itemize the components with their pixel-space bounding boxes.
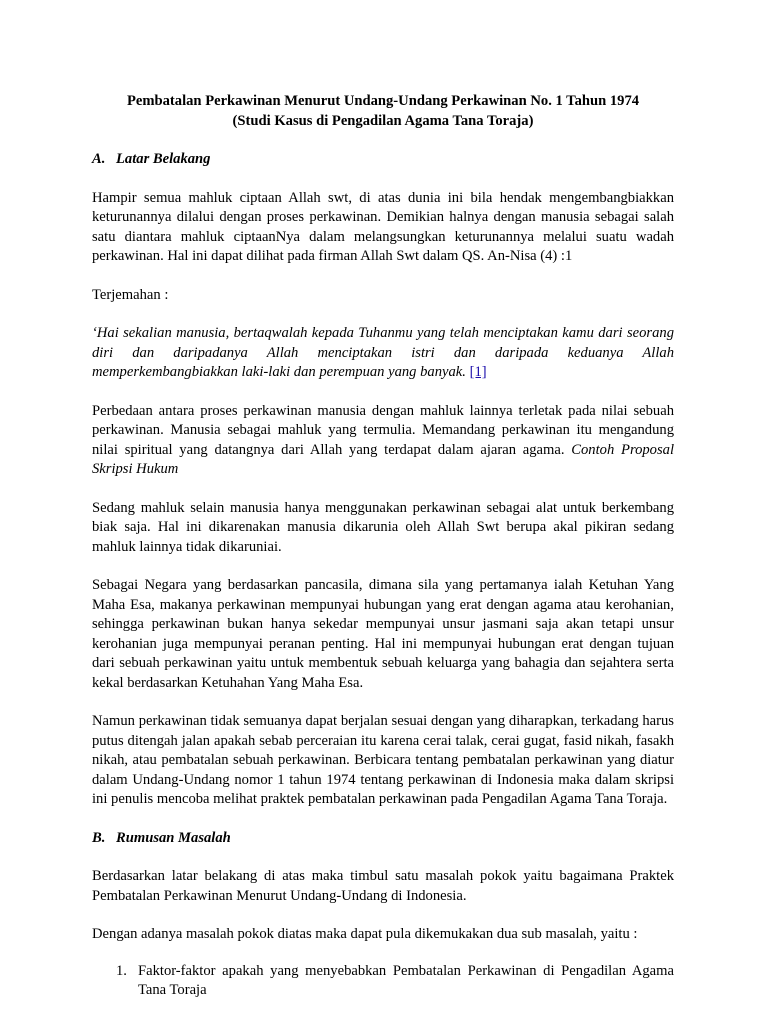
paragraph-4: Sebagai Negara yang berdasarkan pancasila, dimana sila yang pertamanya ialah Ketuhan Yang Maha Esa, makanya perkawinan mempunyai hubungan yang erat dengan agama atau kerohanian, sehingga perkawinan bukan hanya sekedar mempunyai unsur jasmani saja akan tetapi unsur kerohanian juga mempunyai peranan penting. Hal ini mempunyai hubungan erat dengan tujuan dari sebuah perkawinan yaitu untuk membentuk sebuah keluarga yang bahagia dan sejahtera serta kekal berdasarkan Ketuhahan Yang Maha Esa.: [92, 577, 674, 691]
paragraph-2-italic: Contoh Proposal Skripsi Hukum: [92, 441, 674, 477]
translation-label: Terjemahan :: [92, 286, 169, 303]
section-a-number: A.: [92, 151, 106, 167]
section-a-heading: [92, 150, 674, 170]
title-line-1: Pembatalan Perkawinan Menurut Undang-Undang Perkawinan No. 1 Tahun 1974: [126, 93, 640, 109]
section-b-number: B.: [92, 829, 106, 846]
section-b-title: Rumusan Masalah: [116, 829, 231, 846]
section-b-heading: [92, 829, 674, 849]
paragraph-5: Namun perkawinan tidak semuanya dapat berjalan sesuai dengan yang diharapkan, terkadang harus putus ditengah jalan apakah sebab perceraian itu karena cerai talak, cerai gugat, fasid nikah, fasakh nikah, atau pembatalan sebuah perkawinan. Berbicara tentang pembatalan perkawinan yang diatur dalam Undang-Undang nomor 1 tahun 1974 tentang perkawinan di Indonesia maka dalam skripsi ini penulis mencoba melihat praktek pembatalan perkawinan pada Pengadilan Agama Tana Toraja.: [92, 713, 674, 807]
section-b-paragraph-2: Dengan adanya masalah pokok diatas maka dapat pula dikemukakan dua sub masalah, yaitu :: [92, 926, 638, 942]
paragraph-1: Hampir semua mahluk ciptaan Allah swt, di atas dunia ini bila hendak mengembangbiakkan keturunannya dilalui dengan proses perkawinan. Demikian halnya dengan manusia sebagai salah satu diantara mahluk ciptaanNya dalam melangsungkan keturunannya melalui suatu wadah perkawinan. Hal ini dapat dilihat pada firman Allah Swt dalam QS. An-Nisa (4) :1: [92, 189, 674, 264]
list-item-text: Faktor-faktor apakah yang menyebabkan Pembatalan Perkawinan di Pengadilan Agama Tana Toraja: [138, 962, 674, 998]
list-item: [92, 962, 674, 1001]
list-item-number: 1.: [116, 962, 127, 979]
section-a-title: Latar Belakang: [116, 151, 211, 167]
quranic-quote: [92, 324, 674, 383]
paragraph-2-text: Perbedaan antara proses perkawinan manusia dengan mahluk lainnya terletak pada nilai sebuah perkawinan. Manusia sebagai mahluk yang termulia. Memandang perkawinan itu mengandung nilai spiritual yang datangnya dari Allah yang terdapat dalam ajaran agama.: [92, 402, 674, 458]
paragraph-2: [92, 402, 674, 480]
paragraph-3: Sedang mahluk selain manusia hanya menggunakan perkawinan sebagai alat untuk berkembang biak saja. Hal ini dikarenakan manusia dikarunia oleh Allah Swt berupa akal pikiran sedang mahluk lainnya tidak dikaruniai.: [92, 499, 674, 555]
sub-problem-list: [92, 962, 674, 1001]
document-page: [92, 92, 674, 1001]
document-title: [92, 92, 674, 131]
section-b-paragraph-1: Berdasarkan latar belakang di atas maka timbul satu masalah pokok yaitu bagaimana Praktek Pembatalan Perkawinan Menurut Undang-Undang di Indonesia.: [92, 868, 674, 904]
quote-text: ‘Hai sekalian manusia, bertaqwalah kepada Tuhanmu yang telah menciptakan kamu dari seorang diri dan daripadanya Allah menciptakan istri dan daripada keduanya Allah memperkembangbiakkan laki-laki dan perempuan yang banyak.: [92, 325, 674, 380]
title-line-2: (Studi Kasus di Pengadilan Agama Tana Toraja): [232, 112, 534, 129]
footnote-link[interactable]: [1]: [469, 364, 487, 380]
